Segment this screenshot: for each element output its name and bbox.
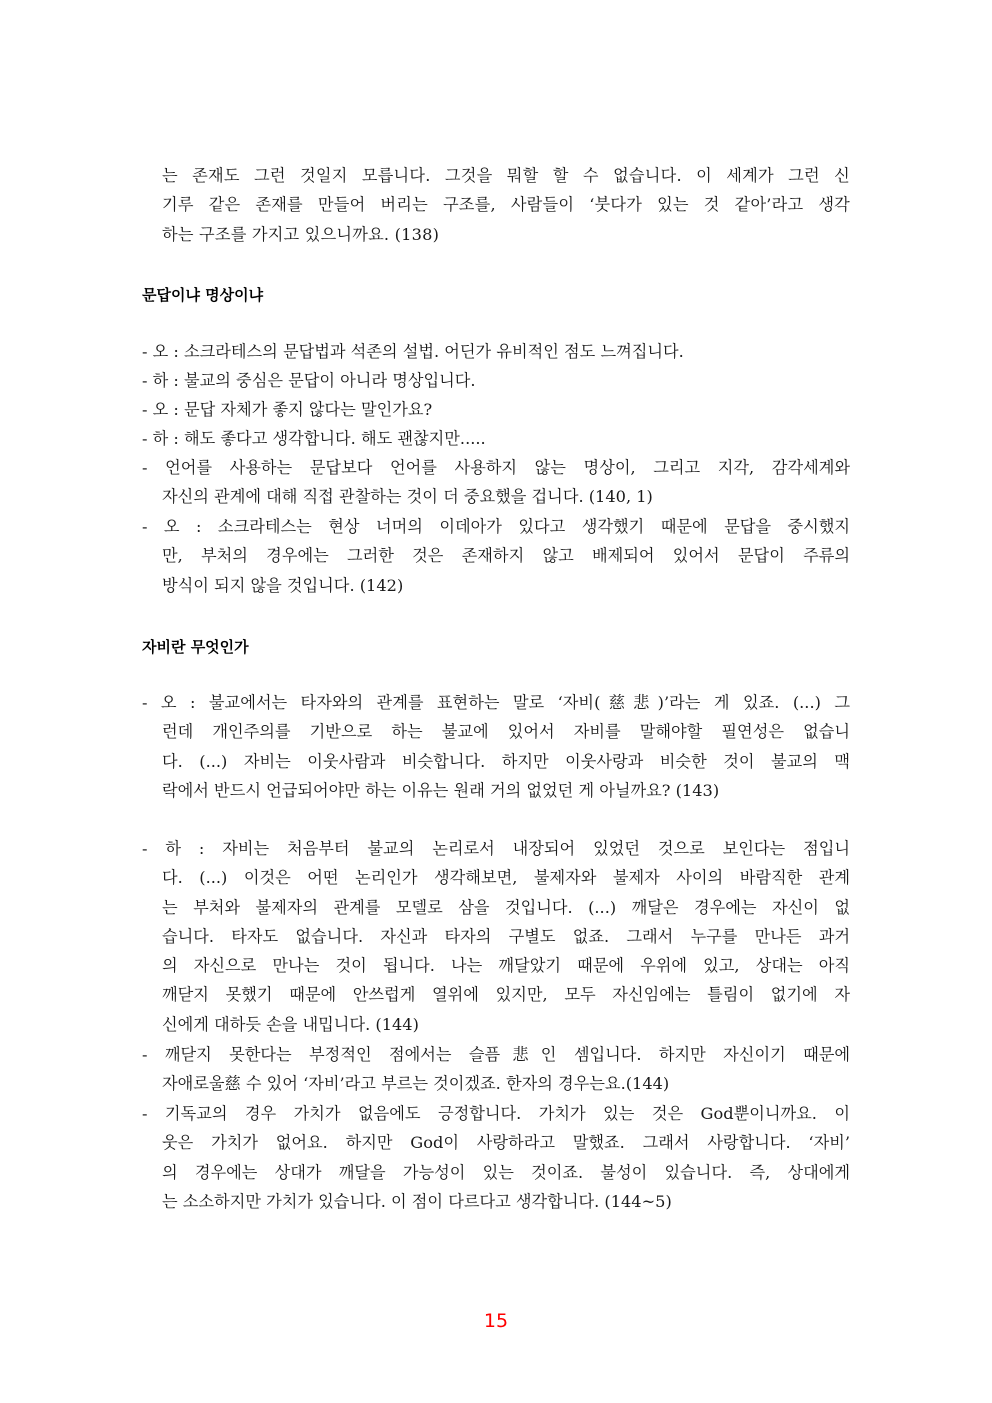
text-line: 방식이 되지 않을 것입니다. (142) [162, 575, 404, 595]
text-line: 깨닫지 못했기 때문에 안쓰럽게 열위에 있지만, 모두 자신임에는 틀림이 없기에 자 [162, 985, 850, 1005]
text-line: - 오 : 문답 자체가 좋지 않다는 말인가요? [142, 400, 433, 419]
dialogue-item [142, 688, 850, 805]
dialogue-item [142, 424, 850, 453]
text-line: 는 존재도 그런 것일지 모릅니다. 그것을 뭐할 할 수 없습니다. 이 세계가 그런 신 [162, 166, 850, 185]
dialogue-item [142, 366, 850, 395]
dialogue-item [142, 395, 850, 424]
text-line: 자애로울慈 수 있어 ‘자비’라고 부르는 것이겠죠. 한자의 경우는요.(144) [162, 1074, 670, 1094]
text-line: 락에서 반드시 언급되어야만 하는 이유는 원래 거의 없었던 게 아닐까요? (143) [162, 780, 720, 800]
text-line: - 오 : 소크라테스는 현상 너머의 이데아가 있다고 생각했기 때문에 문답을 중시했지 [142, 517, 850, 536]
text-line: - 하 : 불교의 중심은 문답이 아니라 명상입니다. [142, 371, 476, 390]
text-line: - 하 : 해도 좋다고 생각합니다. 해도 괜찮지만..... [142, 429, 486, 448]
page-number: 15 [483, 1310, 509, 1332]
text-line: 습니다. 타자도 없습니다. 자신과 타자의 구별도 없죠. 그래서 누구를 만나든 과거 [162, 926, 850, 946]
section-heading: 자비란 무엇인가 [142, 638, 249, 656]
text-line: 의 경우에는 상대가 깨달을 가능성이 있는 것이죠. 불성이 있습니다. 즉, 상대에게 [162, 1162, 850, 1182]
dialogue-item [142, 512, 850, 600]
text-line: 런데 개인주의를 기반으로 하는 불교에 있어서 자비를 말해야할 필연성은 없습니 [162, 722, 850, 742]
text-line: - 깨닫지 못한다는 부정적인 점에서는 슬픔悲인 셈입니다. 하지만 자신이기 때문에 [142, 1045, 850, 1064]
text-line: 웃은 가치가 없어요. 하지만 God이 사랑하라고 말했죠. 그래서 사랑합니다. ‘자비’ [162, 1133, 850, 1153]
text-line: - 하 : 자비는 처음부터 불교의 논리로서 내장되어 있었던 것으로 보인다는 점입니 [142, 839, 850, 858]
text-line: 다. (...) 이것은 어떤 논리인가 생각해보면, 불제자와 불제자 사이의 바람직한 관계 [162, 868, 850, 888]
text-line: 는 부처와 불제자의 관계를 모델로 삼을 것입니다. (...) 깨달은 경우에는 자신이 없 [162, 897, 850, 917]
text-line: 기루 같은 존재를 만들어 버리는 구조를, 사람들이 ‘붓다가 있는 것 같아’라고 생각 [162, 195, 850, 215]
dialogue-item [142, 337, 850, 366]
intro-paragraph [142, 161, 850, 249]
dialogue-item [142, 834, 850, 1039]
text-line: - 기독교의 경우 가치가 없음에도 긍정합니다. 가치가 있는 것은 God뿐이니까요. 이 [142, 1104, 850, 1123]
dialogue-item [142, 1040, 850, 1099]
text-line: 신에게 대하듯 손을 내밉니다. (144) [162, 1014, 419, 1034]
text-line: - 오 : 소크라테스의 문답법과 석존의 설법. 어딘가 유비적인 점도 느껴집니다. [142, 342, 684, 361]
dialogue-item [142, 453, 850, 512]
section-heading: 문답이냐 명상이냐 [142, 286, 264, 304]
text-line: 의 자신으로 만나는 것이 됩니다. 나는 깨달았기 때문에 우위에 있고, 상대는 아직 [162, 956, 850, 976]
text-line: 만, 부처의 경우에는 그러한 것은 존재하지 않고 배제되어 있어서 문답이 주류의 [162, 546, 850, 566]
text-line: - 언어를 사용하는 문답보다 언어를 사용하지 않는 명상이, 그리고 지각, 감각세계와 [142, 458, 850, 477]
dialogue-item [142, 1099, 850, 1216]
text-line: 다. (...) 자비는 이웃사람과 비슷합니다. 하지만 이웃사랑과 비슷한 것이 불교의 맥 [162, 751, 850, 771]
text-line: - 오 : 불교에서는 타자와의 관계를 표현하는 말로 ‘자비(慈悲)’라는 게 있죠. (...) 그 [142, 693, 850, 712]
text-line: 자신의 관계에 대해 직접 관찰하는 것이 더 중요했을 겁니다. (140, 1) [162, 487, 653, 507]
text-line: 는 소소하지만 가치가 있습니다. 이 점이 다르다고 생각합니다. (144~5) [162, 1191, 672, 1211]
text-line: 하는 구조를 가지고 있으니까요. (138) [162, 224, 440, 244]
